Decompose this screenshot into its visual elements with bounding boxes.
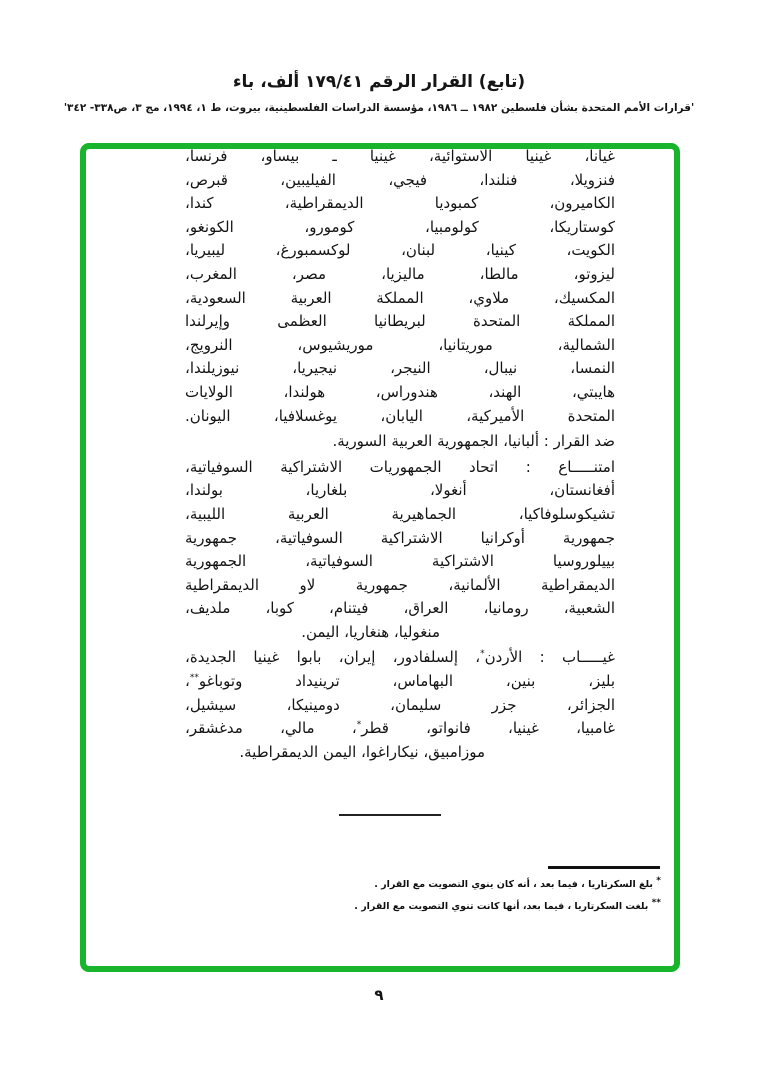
footnote-line: * بلغ السكرتاريا ، فيما بعد ، أنه كان ينوي التصويت مع القرار . <box>374 875 661 890</box>
text-line: هايبتي، الهند، هندوراس، هولندا، الولايات <box>185 382 615 401</box>
vote-section-in-favour-continued <box>185 145 615 428</box>
source-citation: 'قرارات الأمم المتحدة بشأن فلسطين ١٩٨٢ ــ ١٩٨٦، مؤسسة الدراسات الفلسطينية، بيروت، ط ١، ١٩٩٤، مج ٣، ص٣٣٨- ٣٤٢' <box>63 102 695 114</box>
text-line: غيانا، غينيا الاستوائية، غينيا ـ بيساو، فرنسا، <box>185 147 615 165</box>
page-title: (تابع) القرار الرقم ١٧٩/٤١ ألف، باء <box>232 72 526 92</box>
text-line: المتحدة الأميركية، اليابان، يوغسلافيا، اليونان. <box>185 406 615 425</box>
text-line: جمهورية أوكرانيا الاشتراكية السوفياتية، جمهورية <box>185 528 615 547</box>
text-line: الكاميرون، كمبوديا الديمقراطية، كندا، <box>185 194 615 213</box>
text-line: فنزويلا، فنلندا، فيجي، الفيليبين، قبرص، <box>185 170 615 189</box>
text-line: غامبيا، غينيا، فانواتو، قطر*، مالي، مدغشقر، <box>185 719 615 738</box>
text-line: ضد القرار : ألبانيا، الجمهورية العربية السورية. <box>332 432 615 451</box>
vote-section-absent <box>185 646 615 764</box>
text-line: تشيكوسلوفاكيا، الجماهيرية العربية الليبية، <box>185 504 615 523</box>
text-line: بليز، بنين، البهاماس، ترينيداد وتوباغو**، <box>185 672 615 691</box>
text-line: النمسا، نيبال، النيجر، نيجيريا، نيوزيلندا، <box>185 359 615 378</box>
text-line: المكسيك، ملاوي، المملكة العربية السعودية، <box>185 288 615 307</box>
section-divider-line <box>339 814 441 816</box>
text-line: امتنـــــاع : اتحاد الجمهوريات الاشتراكية السوفياتية، <box>185 457 615 476</box>
text-line: الكويت، كينيا، لبنان، لوكسمبورغ، ليبيريا، <box>185 241 615 260</box>
vote-section-abstained <box>185 456 615 645</box>
footnote-rule <box>548 866 660 869</box>
text-line: موزامبيق، نيكاراغوا، اليمن الديمقراطية. <box>239 742 485 761</box>
text-line: ليزوتو، مالطا، ماليزيا، مصر، المغرب، <box>185 264 615 283</box>
text-line: بييلوروسيا الاشتراكية السوفياتية، الجمهورية <box>185 552 615 571</box>
text-line: الجزائر، جزر سليمان، دومينيكا، سيشيل، <box>185 695 615 714</box>
text-line: الشعبية، رومانيا، العراق، فيتنام، كوبا، ملديف، <box>185 599 615 618</box>
vote-section-against <box>185 430 615 454</box>
text-line: منغوليا، هنغاريا، اليمن. <box>301 622 440 641</box>
text-line: غيـــــاب : الأردن*، إلسلفادور، إيران، بابوا غينيا الجديدة، <box>185 648 615 667</box>
text-line: أفغانستان، أنغولا، بلغاريا، بولندا، <box>185 481 615 500</box>
text-line: الديمقراطية الألمانية، جمهورية لاو الديمقراطية <box>185 575 615 594</box>
text-line: المملكة المتحدة لبريطانيا العظمى وإيرلندا <box>185 312 615 331</box>
footnotes <box>121 874 661 918</box>
text-line: كوستاريكا، كولومبيا، كومورو، الكونغو، <box>185 217 615 236</box>
vote-sections <box>185 145 615 764</box>
footnote-line: ** بلغت السكرتاريا ، فيما بعد، أنها كانت تنوي التصويت مع القرار . <box>354 897 661 912</box>
page-number: ٩ <box>374 986 384 1004</box>
text-line: الشمالية، موريتانيا، موريشيوس، النرويج، <box>185 335 615 354</box>
